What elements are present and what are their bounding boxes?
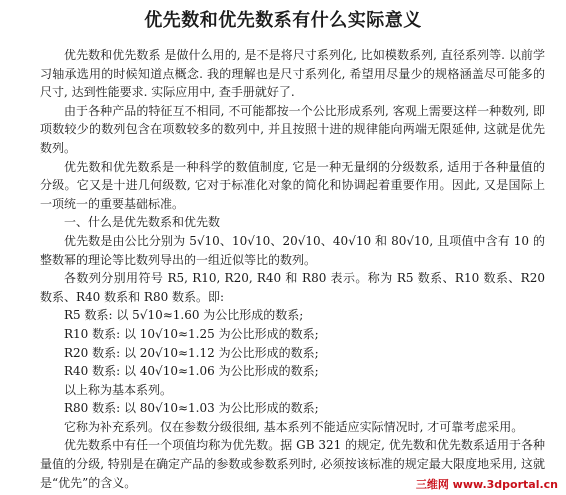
section-heading: 一、什么是优先数系和优先数 — [64, 215, 221, 230]
series-item-r10: R10 数系: 以 10√10≈1.25 为公比形成的数系; — [64, 326, 319, 341]
paragraph-definition: 优先数和优先数系是一种科学的数值制度, 它是一种无量纲的分级数系, 适用于各种量值的分级。它又是十进几何级数, 它对于标准化对象的简化和协调起着重要作用。因此, 又是国际上一项统一的重要基础标准。 — [40, 159, 545, 211]
paragraph-intro-question: 优先数和优先数系 是做什么用的, 是不是将尺寸系列化, 比如模数系列, 直径系列等. 以前学习轴承选用的时候知道点概念. 我的理解也是尺寸系列化, 希望用尽量少的规格涵盖尽可能多的尺寸, 达到性能要求. 实际应用中, 查手册就好了. — [40, 48, 545, 100]
watermark-url: www.3dportal.cn — [452, 478, 558, 491]
series-item-r5: R5 数系: 以 5√10≈1.60 为公比形成的数系; — [64, 308, 304, 323]
watermark-brand: 三维网 — [415, 478, 449, 491]
paragraph-series-symbols: 各数列分别用符号 R5, R10, R20, R40 和 R80 表示。称为 R5 数系、R10 数系、R20 数系、R40 数系和 R80 数系。即: — [40, 271, 545, 304]
paragraph-supplementary: 它称为补充系列。仅在参数分级很细, 基本系列不能适应实际情况时, 才可靠考虑采用。 — [64, 419, 524, 434]
series-item-r20: R20 数系: 以 20√10≈1.12 为公比形成的数系; — [64, 345, 319, 360]
series-item-r40: R40 数系: 以 40√10≈1.06 为公比形成的数系; — [64, 364, 319, 379]
basic-series-note: 以上称为基本系列。 — [64, 382, 173, 397]
paragraph-reason: 由于各种产品的特征互不相同, 不可能都按一个公比形成系列, 客观上需要这样一种数列, 即项数较少的数列包含在项数较多的数列中, 并且按照十进的规律能向两端无限延伸, 这就是优先数列。 — [40, 103, 545, 155]
paragraph-preferred-number: 优先数是由公比分别为 5√10、10√10、20√10、40√10 和 80√10, 且项值中含有 10 的整数幂的理论等比数列导出的一组近似等比的数列。 — [40, 233, 545, 267]
document-body — [40, 46, 545, 492]
paragraph-gb321: 优先数系中有任一个项值均称为优先数。据 GB 321 的规定, 优先数和优先数系适用于各种量值的分级, 特别是在确定产品的参数或参数系列时, 必须按该标准的规定最大限度地采用, 这就是“优先”的含义。 — [40, 438, 545, 490]
page-title: 优先数和优先数系有什么实际意义 — [144, 10, 422, 31]
series-item-r80: R80 数系: 以 80√10≈1.03 为公比形成的数系; — [64, 401, 319, 416]
watermark — [414, 476, 560, 492]
